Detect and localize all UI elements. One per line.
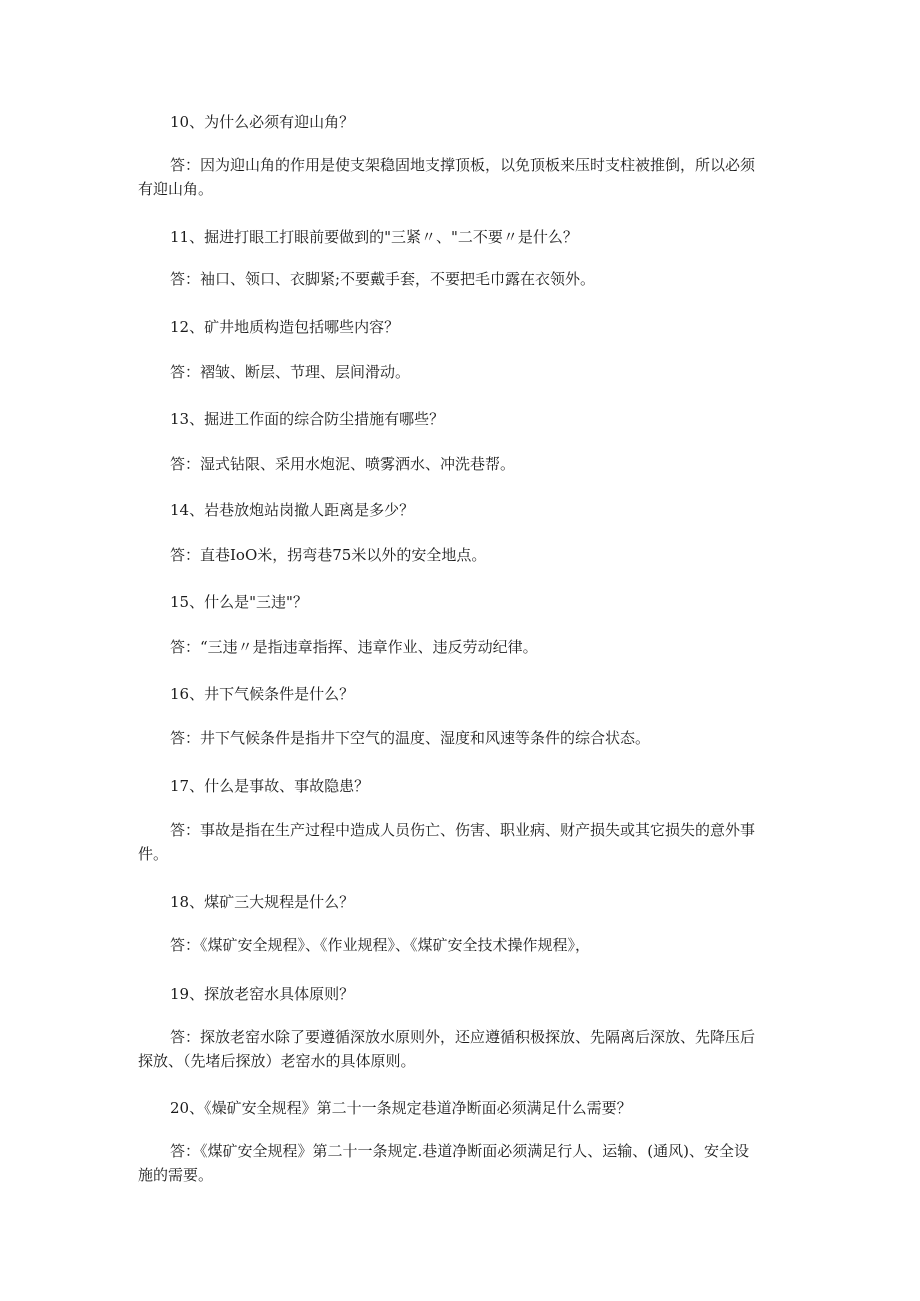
answer-12-line-1: 答：褶皱、断层、节理、层间滑动。 [170,363,411,381]
question-10: 10、为什么必须有迎山角？ [170,113,355,131]
answer-19-line-2: 探放、（先堵后探放）老窑水的具体原则。 [138,1052,416,1070]
answer-15-line-1: 答：“三违〃是指违章指挥、违章作业、违反劳动纪律。 [170,638,538,656]
question-16: 16、井下气候条件是什么？ [170,685,355,703]
answer-17-line-2: 件。 [138,845,169,863]
answer-11-line-1: 答：袖口、领口、衣脚紧;不要戴手套，不要把毛巾露在衣领外。 [170,270,596,288]
answer-19-line-1: 答：探放老窑水除了要遵循深放水原则外，还应遵循积极探放、先隔离后深放、先降压后 [170,1028,756,1046]
question-12: 12、矿井地质构造包括哪些内容？ [170,318,400,336]
answer-17-line-1: 答：事故是指在生产过程中造成人员伤亡、伤害、职业病、财产损失或其它损失的意外事 [170,821,756,839]
question-20: 20、《燥矿安全规程》第二十一条规定巷道净断面必须满足什么需要？ [170,1099,632,1117]
answer-14-line-1: 答：直巷IoO米，拐弯巷75米以外的安全地点。 [170,546,487,564]
question-13: 13、掘进工作面的综合防尘措施有哪些？ [170,410,445,428]
question-17: 17、什么是事故、事故隐患？ [170,777,370,795]
question-15: 15、什么是"三违"？ [170,593,308,611]
answer-10-line-2: 有迎山角。 [138,180,214,198]
question-18: 18、煤矿三大规程是什么？ [170,893,355,911]
answer-18-line-1: 答：《煤矿安全规程》、《作业规程》、《煤矿安全技术操作规程》， [170,936,591,954]
answer-20-line-1: 答：《煤矿安全规程》第二十一条规定.巷道净断面必须满足行人、运输、(通风)、安全设 [170,1142,749,1160]
question-11: 11、掘进打眼工打眼前要做到的"三紧〃、"二不要〃是什么？ [170,228,578,246]
answer-10-line-1: 答：因为迎山角的作用是使支架稳固地支撑顶板，以免顶板来压时支柱被推倒，所以必须 [170,156,756,174]
answer-13-line-1: 答：湿式钻限、采用水炮泥、喷雾洒水、冲洗巷帮。 [170,455,516,473]
question-19: 19、探放老窑水具体原则？ [170,985,355,1003]
answer-20-line-2: 施的需要。 [138,1166,214,1184]
answer-16-line-1: 答：井下气候条件是指井下空气的温度、湿度和风速等条件的综合状态。 [170,729,651,747]
question-14: 14、岩巷放炮站岗撤人距离是多少？ [170,501,415,519]
